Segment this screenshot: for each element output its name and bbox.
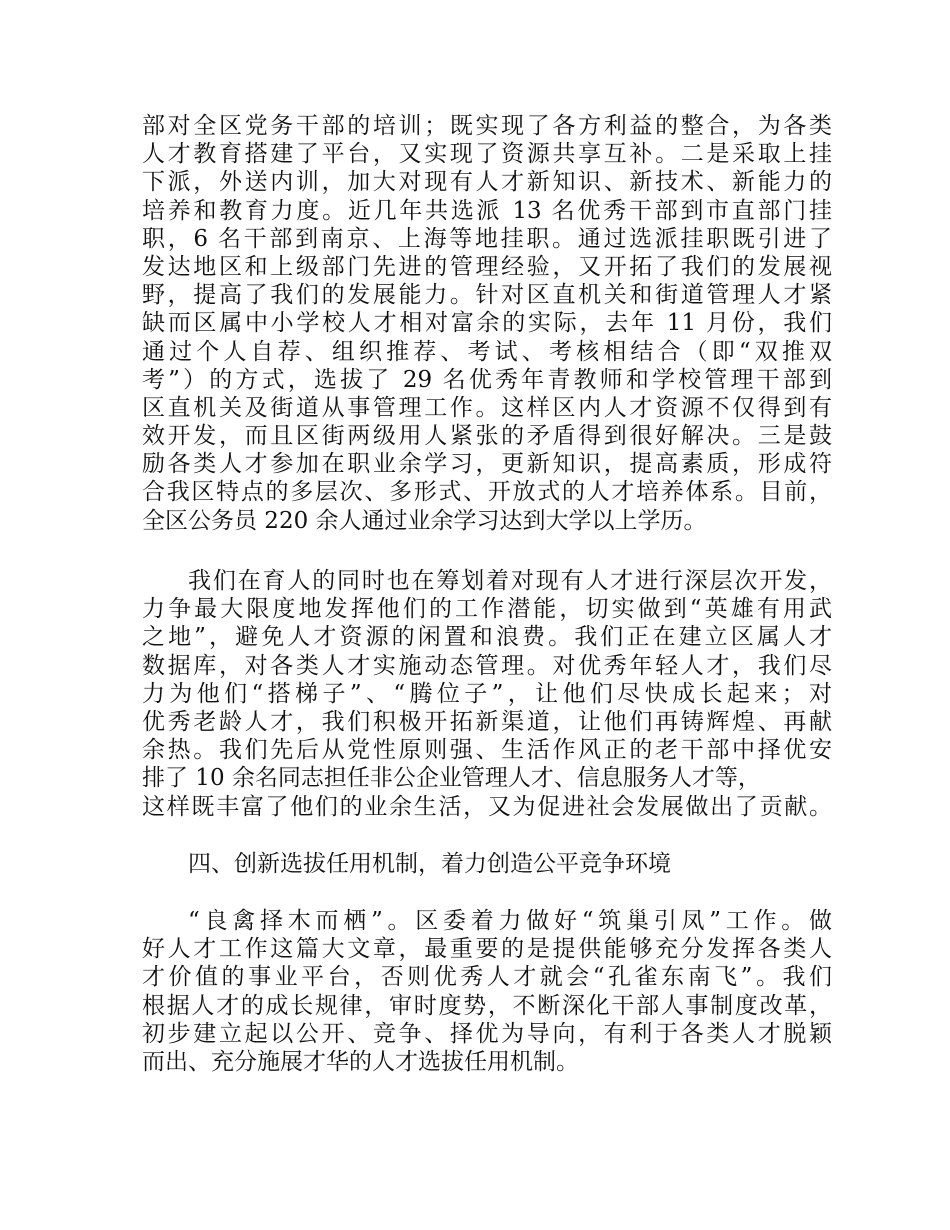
text-line: 优秀老龄人才，我们积极开拓新渠道，让他们再铸辉煌、再献 xyxy=(142,708,832,735)
paragraph-1 xyxy=(142,112,832,535)
text-line: 全区公务员 220 余人通过业余学习达到大学以上学历。 xyxy=(142,507,707,534)
text-line: 人才教育搭建了平台，又实现了资源共享互补。二是采取上挂 xyxy=(142,141,832,168)
text-line: 下派，外送内训，加大对现有人才新知识、新技术、新能力的 xyxy=(142,169,832,196)
text-line: 野，提高了我们的发展能力。针对区直机关和街道管理人才紧 xyxy=(142,282,832,309)
text-line: 职，6 名干部到南京、上海等地挂职。通过选派挂职既引进了 xyxy=(142,225,832,252)
paragraph-2 xyxy=(142,567,832,821)
paragraph-3 xyxy=(142,907,832,1076)
text-line: “良禽择木而栖”。区委着力做好“筑巢引凤”工作。做 xyxy=(188,908,832,934)
text-line: 根据人才的成长规律，审时度势，不断深化干部人事制度改革， xyxy=(142,992,832,1019)
text-line: 培养和教育力度。近几年共选派 13 名优秀干部到市直部门挂 xyxy=(142,197,832,224)
text-line: 发达地区和上级部门先进的管理经验，又开拓了我们的发展视 xyxy=(142,253,832,280)
text-line: 通过个人自荐、组织推荐、考试、考核相结合（即“双推双 xyxy=(142,338,832,365)
text-line: 区直机关及街道从事管理工作。这样区内人才资源不仅得到有 xyxy=(142,394,832,421)
text-line: 力为他们“搭梯子”、“腾位子”，让他们尽快成长起来；对 xyxy=(142,680,832,707)
text-line: 排了 10 余名同志担任非公企业管理人才、信息服务人才等， xyxy=(142,765,761,792)
text-line: 我们在育人的同时也在筹划着对现有人才进行深层次开发， xyxy=(188,568,832,594)
text-line: 合我区特点的多层次、多形式、开放式的人才培养体系。目前， xyxy=(142,479,832,506)
text-line: 而出、充分施展才华的人才选拔任用机制。 xyxy=(142,1048,579,1075)
text-line: 部对全区党务干部的培训；既实现了各方利益的整合，为各类 xyxy=(142,113,832,139)
text-line: 余热。我们先后从党性原则强、生活作风正的老干部中择优安 xyxy=(142,737,832,764)
heading-line: 四、创新选拔任用机制，着力创造公平竞争环境 xyxy=(188,851,671,877)
text-line: 初步建立起以公开、竞争、择优为导向，有利于各类人才脱颖 xyxy=(142,1020,832,1047)
section-heading xyxy=(142,850,832,878)
text-line: 缺而区属中小学校人才相对富余的实际，去年 11 月份，我们 xyxy=(142,310,832,337)
text-line: 数据库，对各类人才实施动态管理。对优秀年轻人才，我们尽 xyxy=(142,652,832,679)
text-line: 这样既丰富了他们的业余生活，又为促进社会发展做出了贡献。 xyxy=(142,793,832,820)
text-line: 励各类人才参加在职业余学习，更新知识，提高素质，形成符 xyxy=(142,451,832,478)
text-line: 才价值的事业平台，否则优秀人才就会“孔雀东南飞”。我们 xyxy=(142,964,832,991)
text-line: 考”）的方式，选拔了 29 名优秀年青教师和学校管理干部到 xyxy=(142,366,832,393)
text-line: 好人才工作这篇大文章，最重要的是提供能够充分发挥各类人 xyxy=(142,936,832,963)
text-line: 效开发，而且区街两级用人紧张的矛盾得到很好解决。三是鼓 xyxy=(142,423,832,450)
text-line: 力争最大限度地发挥他们的工作潜能，切实做到“英雄有用武 xyxy=(142,596,832,623)
text-line: 之地”，避免人才资源的闲置和浪费。我们正在建立区属人才 xyxy=(142,624,832,651)
